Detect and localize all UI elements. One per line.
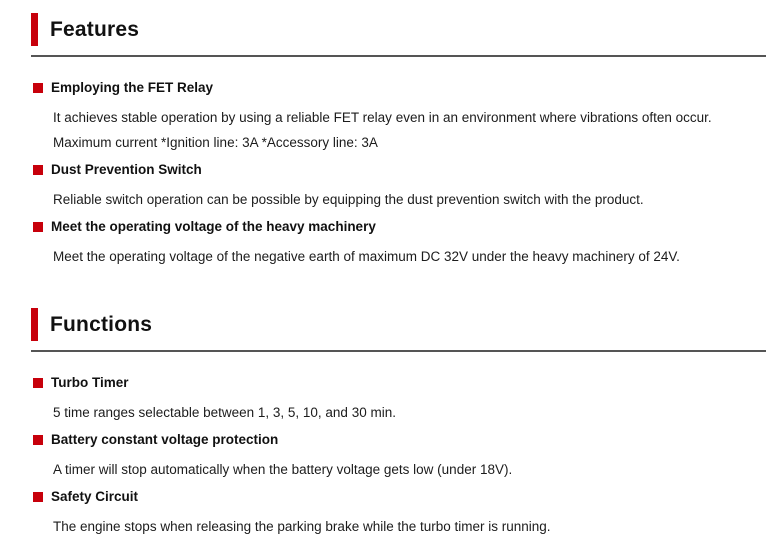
section-body	[31, 352, 767, 539]
feature-item	[33, 78, 767, 155]
square-bullet-icon	[33, 222, 43, 232]
feature-heading	[33, 78, 767, 98]
accent-bar	[31, 13, 38, 46]
section-title: Functions	[50, 312, 153, 336]
function-description-line: The engine stops when releasing the parking brake while the turbo timer is running.	[53, 519, 551, 534]
function-description-line: 5 time ranges selectable between 1, 3, 5, 10, and 30 min.	[53, 405, 396, 420]
section-header	[31, 13, 766, 57]
feature-description-line: It achieves stable operation by using a reliable FET relay even in an environment where vibrations often occur.	[53, 110, 712, 125]
function-heading	[33, 373, 767, 393]
square-bullet-icon	[33, 165, 43, 175]
feature-description-line: Maximum current *Ignition line: 3A *Accessory line: 3A	[53, 135, 378, 150]
square-bullet-icon	[33, 492, 43, 502]
function-item	[33, 373, 767, 425]
feature-heading-text: Dust Prevention Switch	[51, 162, 202, 177]
function-heading	[33, 430, 767, 450]
section-functions	[31, 308, 767, 539]
feature-heading-text: Employing the FET Relay	[51, 80, 214, 95]
square-bullet-icon	[33, 83, 43, 93]
feature-description-line: Reliable switch operation can be possible by equipping the dust prevention switch with the product.	[53, 192, 644, 207]
section-header	[31, 308, 766, 352]
function-description-line: A timer will stop automatically when the battery voltage gets low (under 18V).	[53, 462, 513, 477]
feature-item	[33, 217, 767, 269]
accent-bar	[31, 308, 38, 341]
function-heading-text: Battery constant voltage protection	[51, 432, 279, 447]
function-heading-text: Safety Circuit	[51, 489, 139, 504]
square-bullet-icon	[33, 435, 43, 445]
feature-description-line: Meet the operating voltage of the negative earth of maximum DC 32V under the heavy machinery of 24V.	[53, 249, 680, 264]
function-item	[33, 487, 767, 539]
feature-heading	[33, 217, 767, 237]
feature-heading-text: Meet the operating voltage of the heavy machinery	[51, 219, 376, 234]
feature-item	[33, 160, 767, 212]
feature-heading	[33, 160, 767, 180]
section-body	[31, 57, 767, 269]
function-heading-text: Turbo Timer	[51, 375, 129, 390]
section-features	[31, 13, 767, 269]
function-item	[33, 430, 767, 482]
function-heading	[33, 487, 767, 507]
section-header-inner	[31, 308, 766, 341]
section-header-inner	[31, 13, 766, 46]
square-bullet-icon	[33, 378, 43, 388]
section-title: Features	[50, 17, 140, 41]
